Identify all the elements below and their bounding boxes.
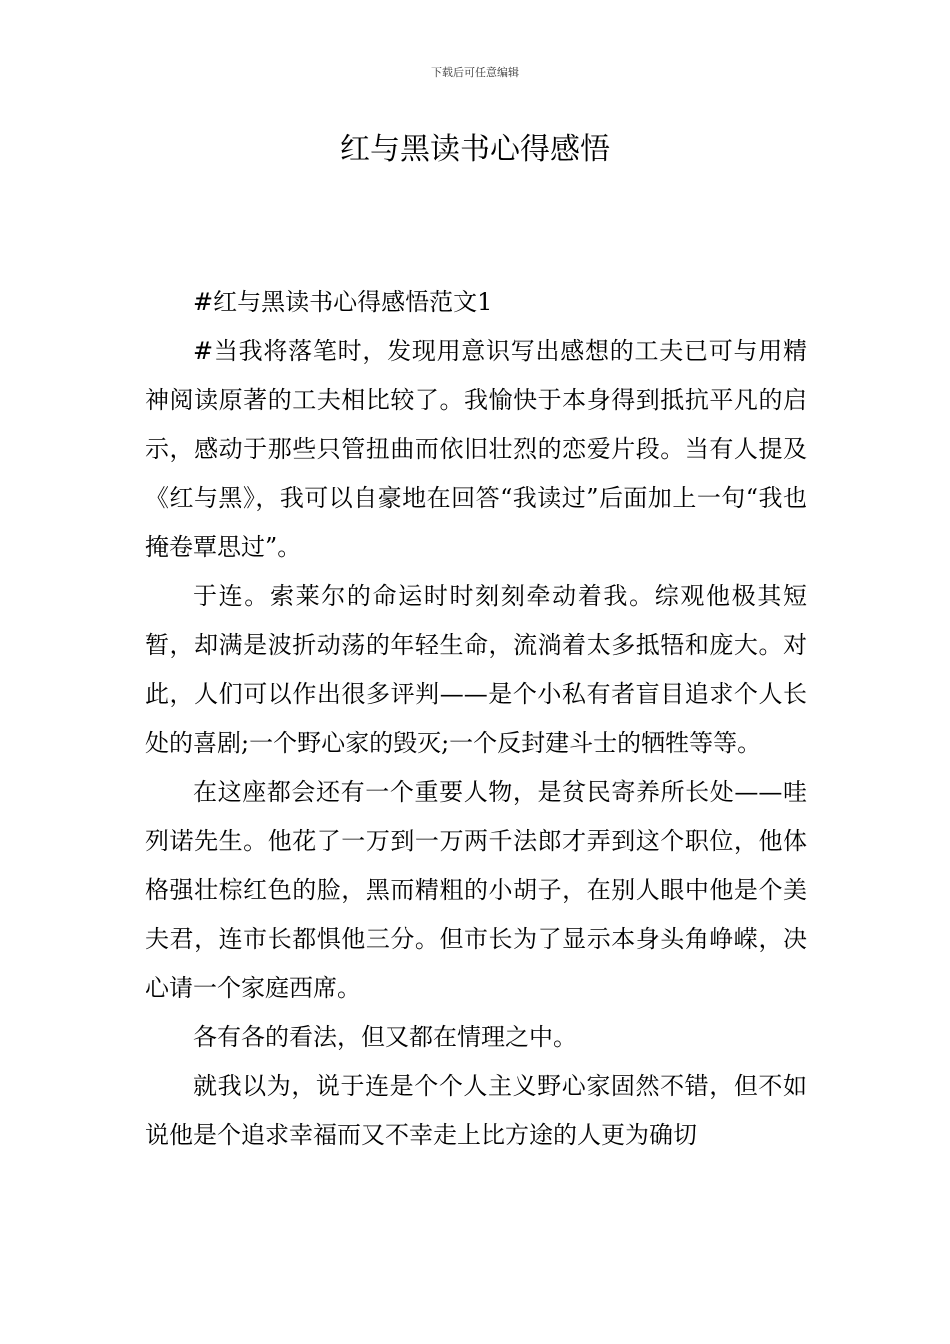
paragraph: 在这座都会还有一个重要人物，是贫民寄养所长处——哇列诺先生。他花了一万到一万两千法郎才弄到这个职位，他体格强壮棕红色的脸，黑而精粗的小胡子，在别人眼中他是个美夫君，连市长都惧他三分。但市长为了显示本身头角峥嵘，决心请一个家庭西席。 — [145, 778, 807, 1002]
paragraph: #当我将落笔时，发现用意识写出感想的工夫已可与用精神阅读原著的工夫相比较了。我愉快于本身得到抵抗平凡的启示，感动于那些只管扭曲而依旧壮烈的恋爱片段。当有人提及《红与黑》，我可以自豪地在回答“我读过”后面加上一句“我也掩卷覃思过”。 — [145, 337, 807, 561]
header-note: 下载后可任意编辑 — [431, 66, 519, 79]
document-body — [145, 278, 807, 1160]
paragraph-subtitle: #红与黑读书心得感悟范文1 — [193, 288, 493, 316]
paragraph: 于连。索莱尔的命运时时刻刻牵动着我。综观他极其短暂，却满是波折动荡的年轻生命，流淌着太多抵牾和庞大。对此，人们可以作出很多评判——是个小私有者盲目追求个人长处的喜剧;一个野心家的毁灭;一个反封建斗士的牺牲等等。 — [145, 582, 807, 757]
document-title: 红与黑读书心得感悟 — [340, 132, 610, 167]
paragraph: 各有各的看法，但又都在情理之中。 — [193, 1023, 577, 1051]
paragraph: 就我以为，说于连是个个人主义野心家固然不错，但不如说他是个追求幸福而又不幸走上比方途的人更为确切 — [145, 1072, 807, 1149]
